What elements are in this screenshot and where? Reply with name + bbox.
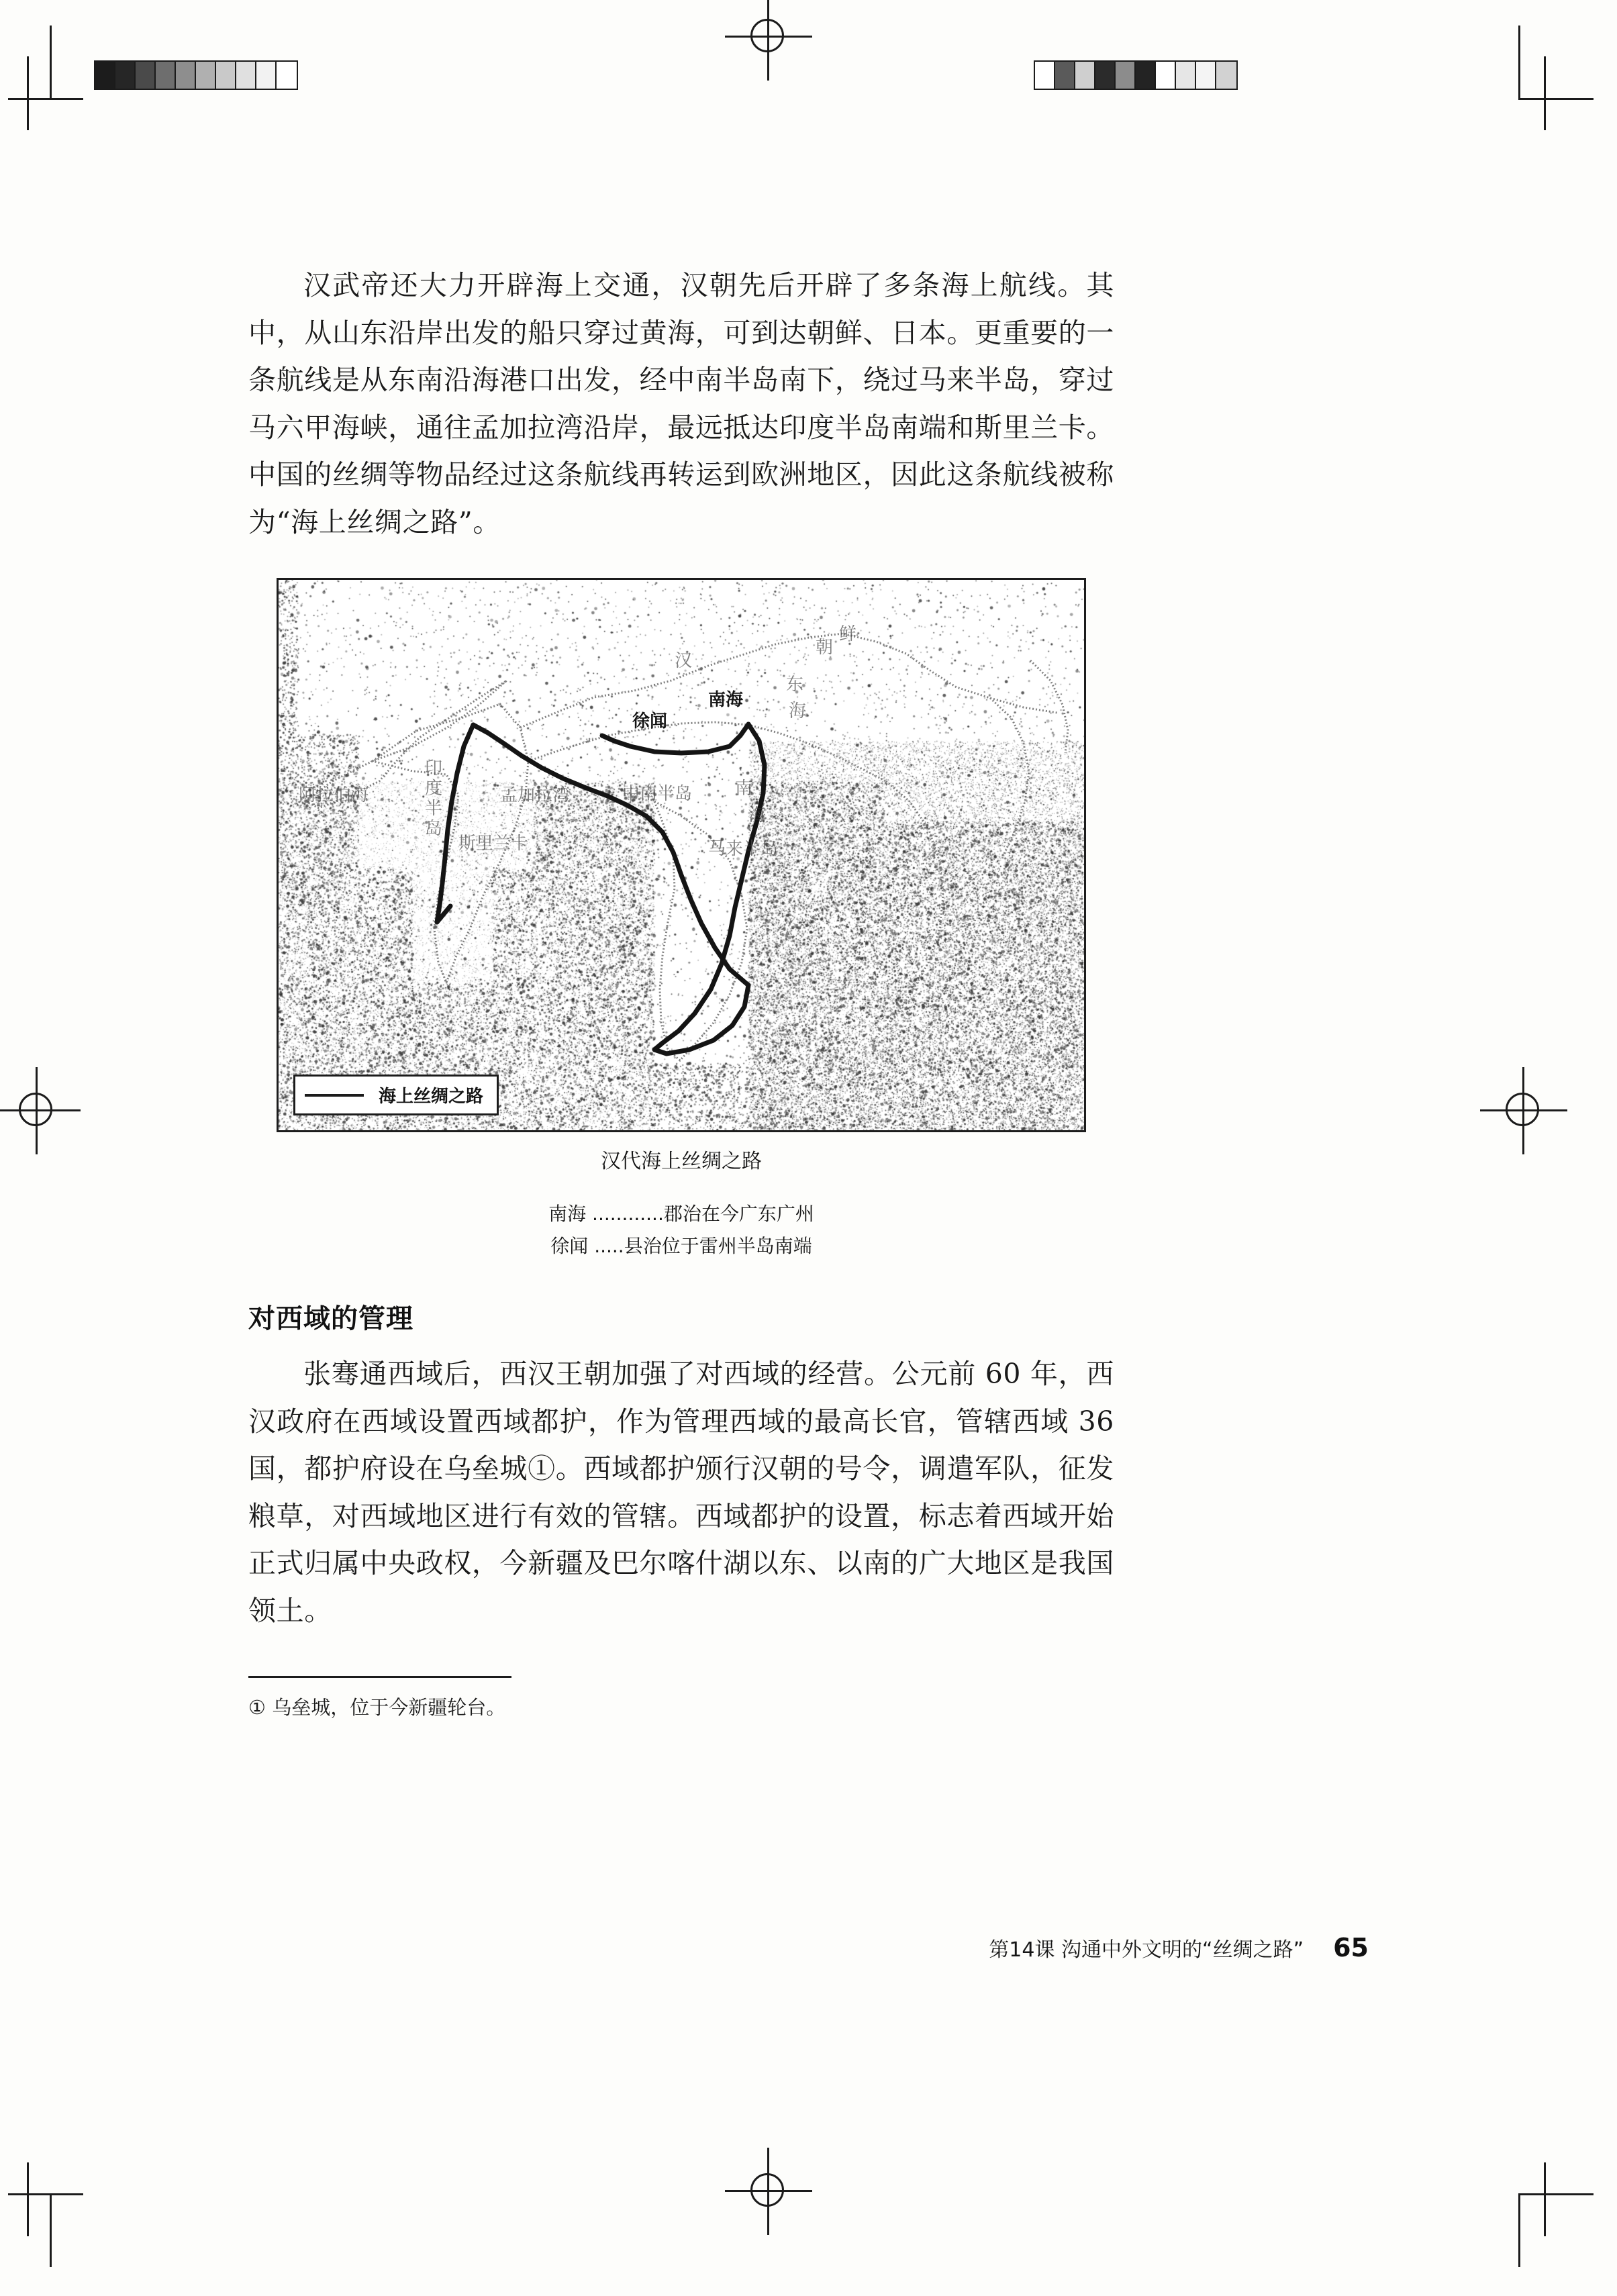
route-segment-malay-peninsula — [654, 724, 765, 1054]
page-number: 65 — [1333, 1933, 1369, 1962]
wedge-step-7 — [1176, 62, 1196, 89]
crop-mark-bottom-left-horizontal — [8, 2193, 83, 2195]
section-heading-western-regions: 对西域的管理 — [248, 1303, 413, 1335]
figure-place-note: 徐闻 .....县治位于雷州半岛南端 — [550, 1235, 812, 1258]
map-legend-label: 海上丝绸之路 — [379, 1087, 484, 1107]
grayscale-step-wedge-left — [94, 60, 298, 90]
wedge-step-5 — [196, 62, 216, 89]
map-place-label: 斯里兰卡 — [458, 834, 529, 854]
map-place-label: 南 — [735, 779, 753, 799]
map-place-label: 岛 — [425, 819, 443, 840]
figure-caption: 汉代海上丝绸之路 — [601, 1150, 762, 1174]
wedge-step-8 — [1196, 62, 1216, 89]
map-place-label: 孟加拉湾 — [500, 785, 571, 806]
crop-mark-bottom-left-vertical — [50, 2193, 52, 2267]
wedge-step-3 — [1095, 62, 1116, 89]
paragraph-western-regions-administration: 张骞通西域后，西汉王朝加强了对西域的经营。公元前 60 年，西汉政府在西域设置西域都护，作为管理西域的最高长官，管辖西域 36 国，都护府设在乌垒城①。西域都护颁行汉朝的号令，调遣军队，征发粮草，对西域地区进行有效的管辖。西域都护的设置，标志着西域开始正式归属中央政权，今新疆及巴尔喀什湖以东、以南的广大地区是我国领土。 — [248, 1358, 1114, 1627]
registration-ring — [750, 19, 784, 52]
map-japan-outline — [1030, 660, 1068, 753]
map-place-label: 海 — [789, 701, 807, 722]
wedge-step-4 — [1116, 62, 1136, 89]
crop-mark-top-left-inner-vertical — [27, 56, 29, 130]
footnote-wulei-city: ① 乌垒城，位于今新疆轮台。 — [248, 1696, 506, 1719]
map-image — [277, 578, 1086, 1132]
crop-mark-bottom-right-vertical — [1518, 2193, 1520, 2267]
wedge-step-9 — [1216, 62, 1236, 89]
wedge-step-4 — [176, 62, 196, 89]
wedge-step-1 — [1055, 62, 1075, 89]
figure-place-note: 南海 ............郡治在今广东广州 — [548, 1203, 814, 1226]
map-place-label: 阿拉伯海 — [299, 785, 369, 806]
crop-mark-top-left-horizontal — [8, 98, 83, 100]
wedge-step-7 — [236, 62, 256, 89]
figure-maritime-silk-road — [248, 578, 1114, 1258]
map-place-label: 中南半岛 — [622, 784, 693, 805]
footer-lesson-title: 第14课 沟通中外文明的“丝绸之路” — [989, 1938, 1304, 1962]
wedge-step-6 — [1156, 62, 1176, 89]
paragraph-maritime-routes: 汉武帝还大力开辟海上交通，汉朝先后开辟了多条海上航线。其中，从山东沿岸出发的船只穿过黄海，可到达朝鲜、日本。更重要的一条航线是从东南沿海港口出发，经中南半岛南下，绕过马来半岛，穿过马六甲海峡，通往孟加拉湾沿岸，最远抵达印度半岛南端和斯里兰卡。中国的丝绸等物品经过这条航线再转运到欧洲地区，因此这条航线被称为“海上丝绸之路”。 — [248, 269, 1114, 538]
wedge-step-3 — [156, 62, 176, 89]
map-place-label: 鲜 — [839, 624, 857, 645]
page-content-column — [248, 262, 1114, 1720]
footnote-separator-rule — [248, 1676, 511, 1678]
map-place-label: 徐闻 — [632, 711, 668, 732]
map-place-label: 度 — [425, 779, 443, 799]
map-place-label: 印 — [425, 758, 443, 779]
map-legend — [293, 1075, 499, 1115]
map-place-label: 半 — [425, 799, 443, 819]
route-segment-bay-of-bengal — [473, 725, 748, 985]
crop-mark-top-right-inner-vertical — [1544, 56, 1546, 130]
map-coastline-group — [305, 634, 1068, 1060]
wedge-step-0 — [1035, 62, 1055, 89]
registration-ring — [1506, 1093, 1539, 1126]
grayscale-step-wedge-right — [1034, 60, 1238, 90]
registration-crosshair-icon-top — [725, 0, 812, 81]
map-southeast-coast — [876, 781, 943, 1038]
registration-crosshair-icon-left — [0, 1067, 81, 1154]
map-place-label: 东 — [786, 675, 804, 695]
map-place-label: 海 — [748, 805, 767, 826]
wedge-step-1 — [115, 62, 136, 89]
registration-ring — [750, 2173, 784, 2207]
map-korea-outline — [990, 698, 1029, 855]
crop-mark-top-right-horizontal — [1518, 98, 1594, 100]
figure-place-notes — [548, 1199, 814, 1258]
registration-ring — [19, 1093, 52, 1126]
wedge-step-2 — [1075, 62, 1095, 89]
route-segment-nanhai-xuwen — [602, 724, 748, 753]
solid-line-icon — [305, 1094, 364, 1097]
crop-mark-top-left-vertical — [50, 26, 52, 99]
wedge-step-0 — [95, 62, 115, 89]
map-place-label: 南海 — [708, 690, 744, 711]
registration-crosshair-icon-bottom — [725, 2148, 812, 2235]
map-place-label: 汉 — [675, 651, 693, 672]
wedge-step-5 — [1136, 62, 1156, 89]
wedge-step-8 — [256, 62, 277, 89]
registration-crosshair-icon-right — [1480, 1067, 1567, 1154]
crop-mark-top-right-vertical — [1518, 26, 1520, 99]
crop-mark-bottom-right-horizontal — [1518, 2193, 1594, 2195]
map-place-label: 马来半岛 — [708, 839, 779, 860]
wedge-step-6 — [216, 62, 236, 89]
page-footer — [248, 1933, 1369, 1962]
map-place-label: 朝 — [816, 638, 834, 658]
wedge-step-2 — [136, 62, 156, 89]
crop-mark-bottom-left-inner-vertical — [27, 2162, 29, 2236]
wedge-step-9 — [277, 62, 297, 89]
crop-mark-bottom-right-inner-vertical — [1544, 2162, 1546, 2236]
